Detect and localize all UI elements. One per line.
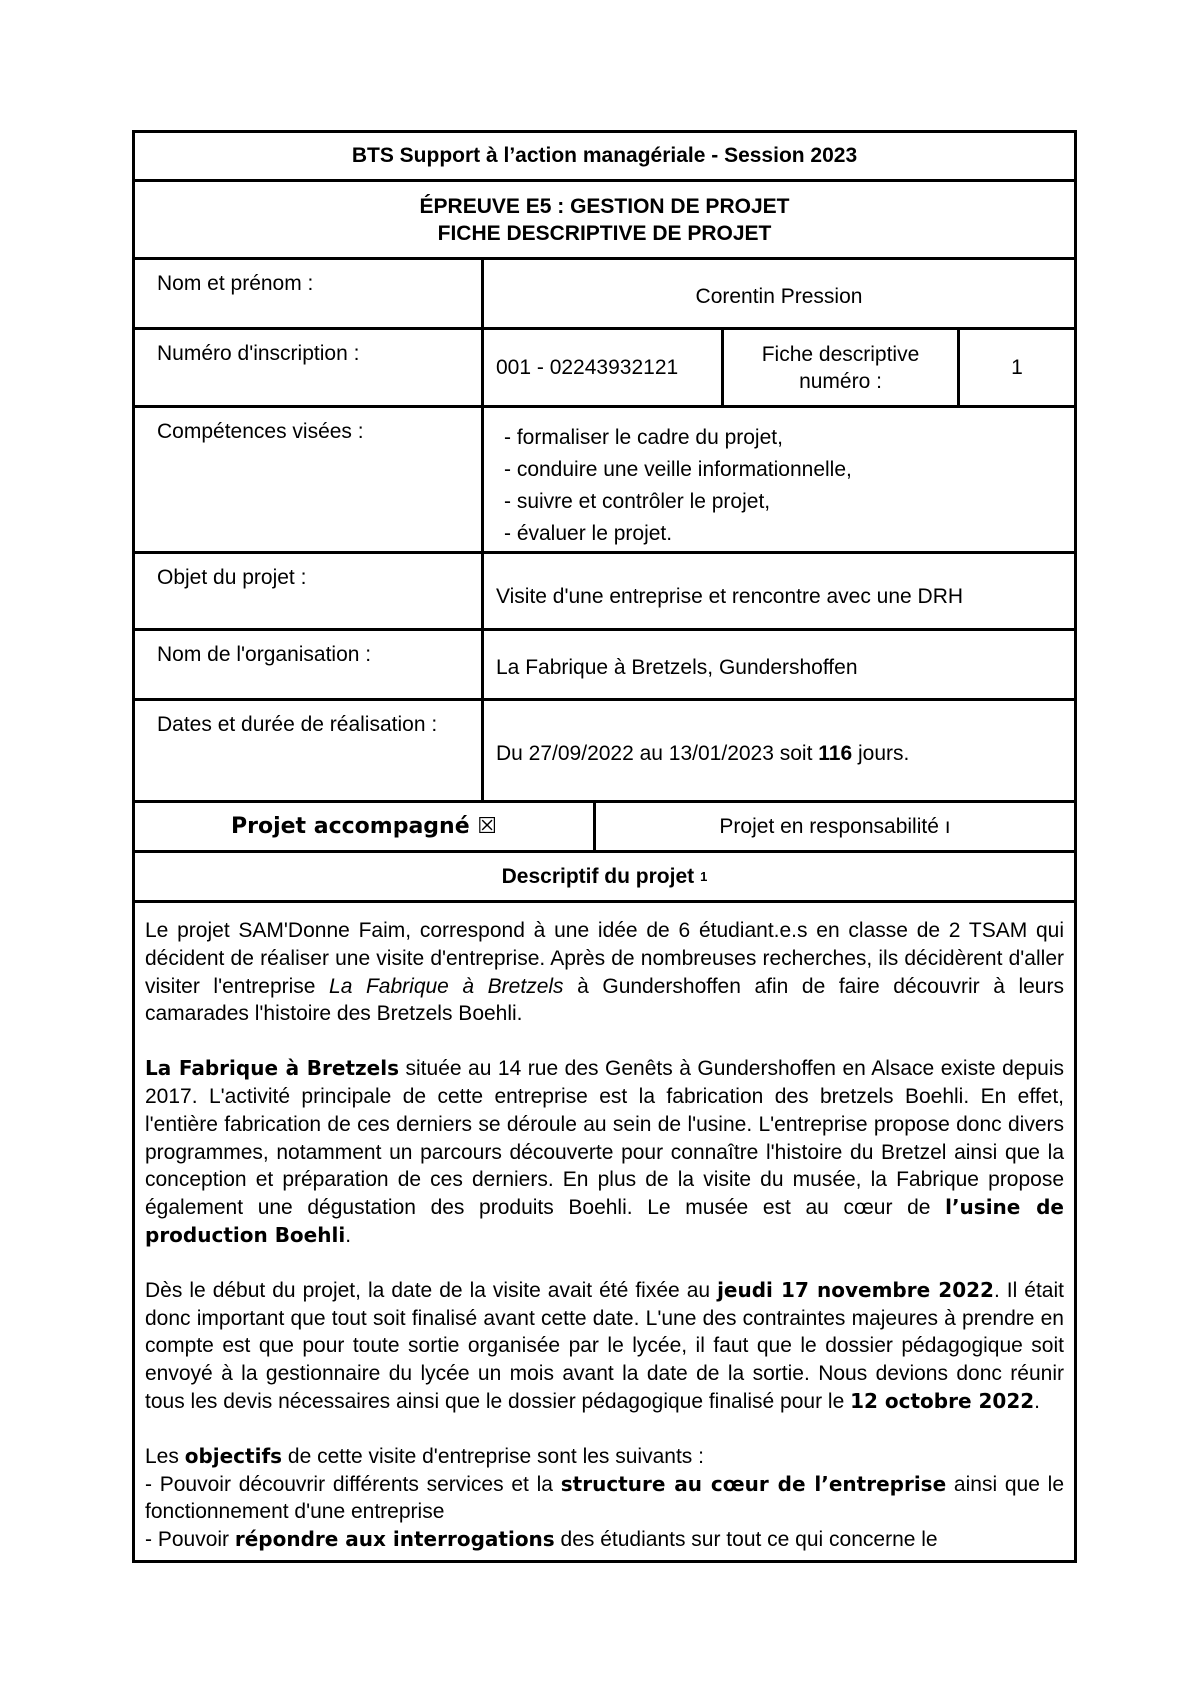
text-run: - Pouvoir [145, 1528, 235, 1552]
text-run: des étudiants sur tout ce qui concerne le [554, 1528, 938, 1552]
descriptif-paragraph [145, 917, 1064, 1028]
competence-item: - évaluer le projet. [504, 522, 673, 545]
objet-label: Objet du projet : [135, 554, 484, 628]
registration-value: 001 - 02243932121 [484, 330, 724, 405]
fiche-number-value: 1 [1011, 356, 1023, 379]
competence-item: - suivre et contrôler le projet, [504, 490, 771, 513]
objet-value: Visite d'une entreprise et rencontre avec une DRH [496, 584, 964, 608]
dates-label: Dates et durée de réalisation : [135, 701, 484, 800]
name-value: Corentin Pression [695, 285, 863, 308]
name-row [135, 260, 1074, 330]
project-type-row [135, 803, 1074, 853]
descriptif-paragraph [145, 1055, 1064, 1250]
registration-row [135, 330, 1074, 408]
fiche-title: FICHE DESCRIPTIVE DE PROJET [437, 221, 772, 245]
organisation-label: Nom de l'organisation : [135, 631, 484, 698]
dates-suffix: jours. [852, 742, 910, 765]
organisation-row [135, 631, 1074, 701]
text-run-bold: structure au cœur de l’entreprise [560, 1471, 947, 1496]
text-run: . [1034, 1389, 1041, 1413]
sheet-title-row [135, 133, 1074, 182]
descriptif-body [135, 903, 1074, 1560]
text-run: . Il était donc important que tout soit finalisé avant cette date. L'une des contraintes majeures à prendre en compte est que pour toute sortie organisée par le lycée, il faut que le dossier pédagogique soit envoyé à la gestionnaire du lycée un mois avant la date de la sortie. Nous devions donc réunir tous les devis nécessaires ainsi que le dossier pédagogique finalisé pour le [145, 1278, 1064, 1413]
sheet-title: BTS Support à l’action managériale - Session 2023 [351, 144, 858, 167]
text-run: à Gundershoffen afin de faire découvrir à leurs camarades l'histoire des Bretzels Boehli. [145, 974, 1064, 1026]
descriptif-paragraph [145, 1443, 1064, 1554]
projet-responsabilite-checkbox[interactable]: Projet en responsabilité ı [719, 815, 951, 838]
dates-value [484, 701, 1074, 800]
descriptif-title: Descriptif du projet [501, 865, 695, 888]
competence-item: - formaliser le cadre du projet, [504, 426, 783, 449]
text-run: Dès le début du projet, la date de la visite avait été fixée au [145, 1278, 718, 1302]
name-label: Nom et prénom : [135, 260, 484, 327]
text-run-bold: l’usine de production Boehli [145, 1195, 1064, 1247]
projet-accompagne-checkbox[interactable]: Projet accompagné ☒ [135, 803, 596, 850]
organisation-value: La Fabrique à Bretzels, Gundershoffen [496, 656, 858, 679]
competences-label: Compétences visées : [135, 408, 484, 551]
dates-row [135, 701, 1074, 803]
project-sheet [132, 130, 1077, 1563]
epreuve-title: ÉPREUVE E5 : GESTION DE PROJET [419, 194, 790, 218]
competences-list [484, 408, 1074, 551]
text-run-italic: La Fabrique à Bretzels [329, 974, 564, 998]
text-run: située au 14 rue des Genêts à Gundershoffen en Alsace existe depuis 2017. L'activité principale de cette entreprise est la fabrication des bretzels Boehli. En effet, l'entière fabrication de ces derniers se déroule au sein de l'usine. L'entreprise propose donc divers programmes, notamment un parcours découverte pour connaître l'histoire du Bretzel ainsi que la conception et préparation de ces derniers. En plus de la visite du musée, la Fabrique propose également une dégustation des produits Boehli. Le musée est au cœur de [145, 1057, 1064, 1220]
text-run-bold: objectifs [184, 1443, 283, 1468]
dates-range: Du 27/09/2022 au 13/01/2023 soit [496, 742, 819, 765]
text-run: - Pouvoir découvrir différents services et la [145, 1472, 561, 1496]
competence-item: - conduire une veille informationnelle, [504, 458, 852, 481]
fiche-number-label: Fiche descriptive numéro : [724, 330, 960, 405]
objet-row [135, 554, 1074, 631]
text-run: de cette visite d'entreprise sont les suivants : [282, 1444, 704, 1468]
descriptif-paragraph [145, 1277, 1064, 1416]
registration-label: Numéro d'inscription : [135, 330, 484, 405]
text-run: . [345, 1223, 352, 1247]
text-run: Le projet SAM'Donne Faim, correspond à une idée de 6 étudiant.e.s en classe de 2 TSAM qui décident de réaliser une visite d'entreprise. Après de nombreuses recherches, ils décidèrent d'aller visiter l'entreprise [145, 919, 1064, 998]
descriptif-header-row: Descriptif du projet 1 [135, 853, 1074, 903]
text-run: Les [145, 1444, 185, 1468]
epreuve-row [135, 182, 1074, 260]
text-run-bold: répondre aux interrogations [234, 1527, 555, 1552]
text-run: ainsi que le fonctionnement d'une entreprise [145, 1472, 1065, 1524]
dates-days: 116 [818, 742, 853, 765]
text-run-bold: jeudi 17 novembre 2022 [717, 1277, 994, 1302]
text-run-bold: 12 octobre 2022 [850, 1388, 1035, 1413]
competences-row [135, 408, 1074, 554]
text-run-bold: La Fabrique à Bretzels [145, 1056, 399, 1081]
